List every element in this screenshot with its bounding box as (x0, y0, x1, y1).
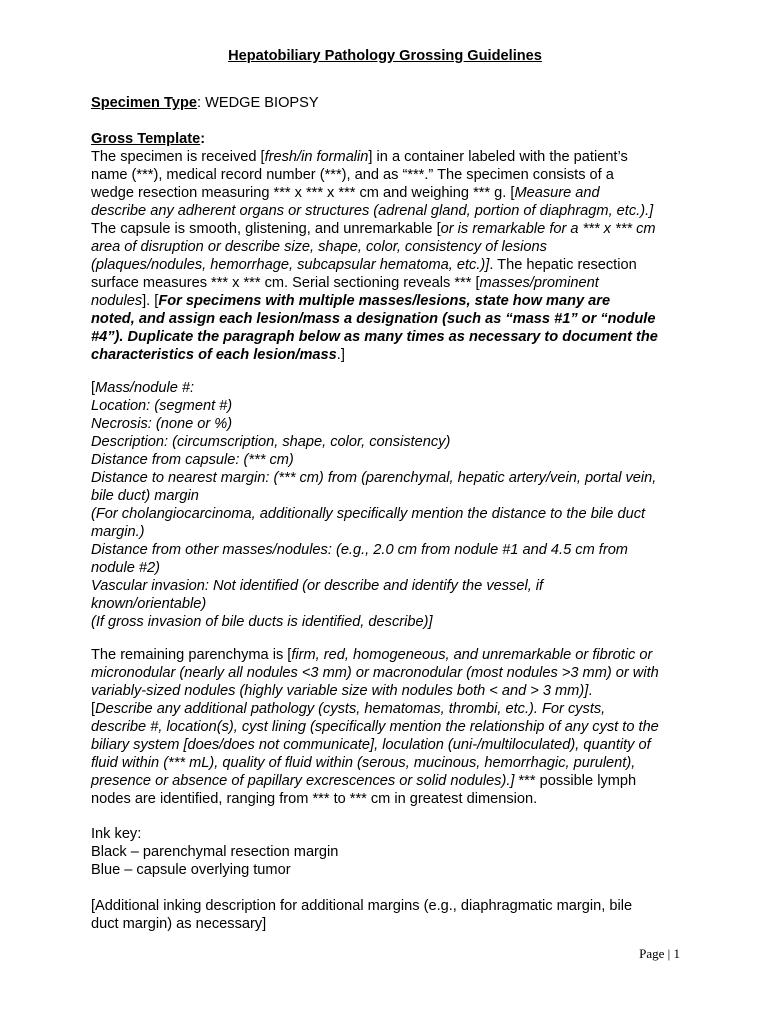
specimen-type-label: Specimen Type (91, 95, 197, 111)
page-number: Page | 1 (639, 946, 680, 961)
ink-key-item: Black – parenchymal resection margin (91, 844, 339, 860)
ink-key-item: Blue – capsule overlying tumor (91, 862, 291, 878)
parenchyma-section: The remaining parenchyma is [firm, red, homogeneous, and unremarkable or fibrotic or micronodular (nearly all nodules <3 mm) or macronodular (most nodules >3 mm) or with variably-sized nodules (highly variable size with nodules both < and > 3 mm)]. [Describe any additional pathology (cysts, hematomas, thrombi, etc.). For cysts, describe #, location(s), cyst lining (specifically mention the relationship of any cyst to the biliary system [does/does not communicate], loculation (uni-/multiloculated), quantity of fluid within (*** mL), quality of fluid within (serous, mucinous, hemorrhagic, purulent), presence or absence of papillary excrescences or solid nodules).] *** possible lymph nodes are identified, ranging from *** to *** cm in greatest dimension. (91, 647, 659, 807)
specimen-type-value: : WEDGE BIOPSY (196, 95, 319, 111)
ink-key-heading: Ink key: (91, 826, 142, 842)
additional-inking-section: [Additional inking description for additional margins (e.g., diaphragmatic margin, bile duct margin) as necessary] (91, 898, 633, 932)
gross-template-label: Gross Template (91, 131, 201, 147)
mass-nodule-section: [Mass/nodule #: Location: (segment #) Necrosis: (none or %) Description: (circumscription, shape, color, consistency) Distance from capsule: (*** cm) Distance to nearest margin: (*** cm) from (parenchymal, hepatic artery/vein, portal vein, bile duct) margin (For cholangiocarcinoma, additionally specifically mention the distance to the bile duct margin.) Distance from other masses/nodules: (e.g., 2.0 cm from nodule #1 and 4.5 cm from nodule #2) Vascular invasion: Not identified (or describe and identify the vessel, if known/orientable) (If gross invasion of bile ducts is identified, describe)] (91, 380, 657, 630)
specimen-type-line (91, 94, 691, 112)
gross-template-section: Gross Template: The specimen is received [fresh/in formalin] in a container labeled with the patient’s name (***), medical record number (***), and as “***.” The specimen consists of a wedge resection measuring *** x *** x *** cm and weighing *** g. [Measure and describe any adherent organs or structures (adrenal gland, portion of diaphragm, etc.).] The capsule is smooth, glistening, and unremarkable [or is remarkable for a *** x *** cm area of disruption or describe size, shape, color, consistency of lesions (plaques/nodules, hemorrhage, subcapsular hematoma, etc.)]. The hepatic resection surface measures *** x *** cm. Serial sectioning reveals *** [masses/prominent nodules]. [For specimens with multiple masses/lesions, state how many are noted, and assign each lesion/mass a designation (such as “mass #1” or “nodule #4”). Duplicate the paragraph below as many times as necessary to document the characteristics of each lesion/mass.] (91, 131, 658, 363)
document-title: Hepatobiliary Pathology Grossing Guidelines (228, 48, 542, 64)
ink-key-section (91, 825, 691, 879)
